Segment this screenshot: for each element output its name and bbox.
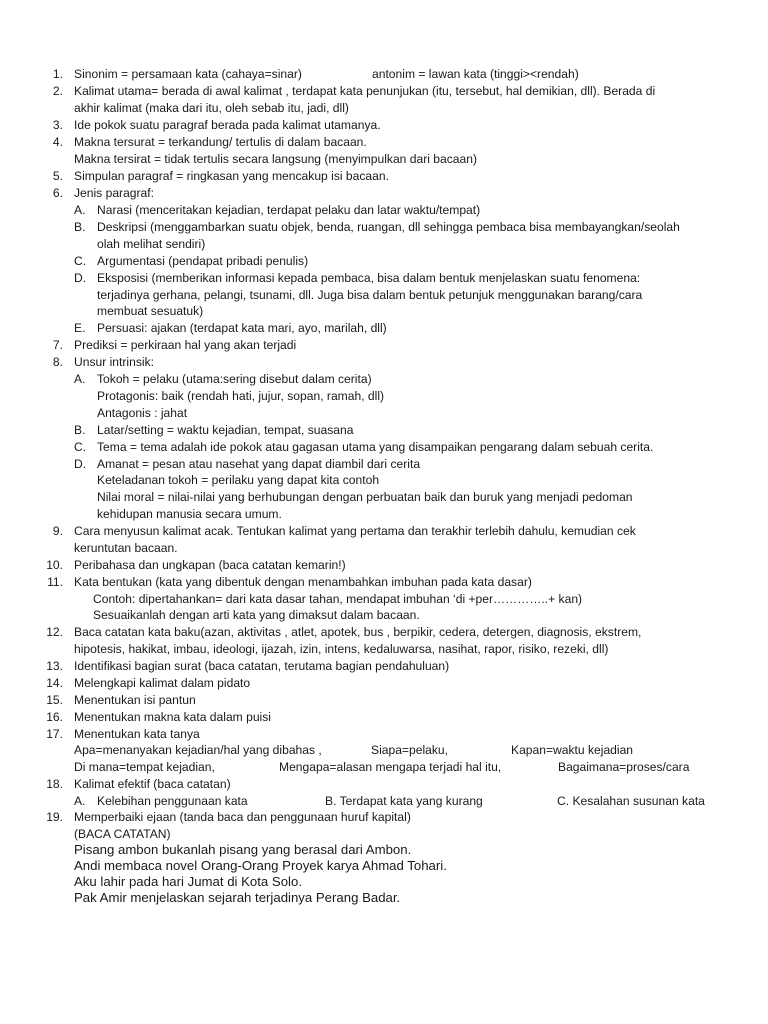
item-6-argumentasi: Argumentasi (pendapat pribadi penulis) (97, 254, 309, 268)
item-number: 16. (46, 710, 63, 724)
item-8-latar: Latar/setting = waktu kejadian, tempat, suasana (97, 423, 354, 437)
item-number: 5. (52, 169, 63, 183)
item-15-text: Menentukan isi pantun (74, 693, 196, 707)
item-number: 1. (52, 67, 63, 81)
item-12-line-2: hipotesis, hakikat, imbau, ideologi, ijazah, izin, intens, kedaluwarsa, nasihat, rapor, risiko, rezeki, dll) (74, 642, 609, 656)
item-8-amanat-4: kehidupan manusia secara umum. (97, 507, 282, 521)
item-6-narasi: Narasi (menceritakan kejadian, terdapat pelaku dan latar waktu/tempat) (97, 203, 481, 217)
item-16-text: Menentukan makna kata dalam puisi (74, 710, 271, 724)
item-number: 2. (52, 84, 63, 98)
item-6-deskripsi-1: Deskripsi (menggambarkan suatu objek, benda, ruangan, dll sehingga pembaca bisa membayangkan/seolah (97, 220, 680, 234)
item-12-line-1: Baca catatan kata baku(azan, aktivitas , atlet, apotek, bus , berpikir, cedera, detergen, diagnosis, ekstrem, (74, 625, 642, 639)
example-sentence-1: Pisang ambon bukanlah pisang yang berasal dari Ambon. (74, 842, 412, 857)
item-6-persuasi: Persuasi: ajakan (terdapat kata mari, ayo, marilah, dll) (97, 321, 387, 335)
item-8-amanat-2: Keteladanan tokoh = perilaku yang dapat kita contoh (97, 473, 380, 487)
question-word-kapan: Kapan=waktu kejadian (511, 743, 634, 757)
item-5-text: Simpulan paragraf = ringkasan yang mencakup isi bacaan. (74, 169, 389, 183)
sub-item-letter: B. (74, 220, 86, 234)
item-8-amanat-3: Nilai moral = nilai-nilai yang berhubungan dengan perbuatan baik dan buruk yang menjadi pedoman (97, 490, 633, 504)
sub-item-letter: A. (74, 203, 86, 217)
item-8-text: Unsur intrinsik: (74, 355, 154, 369)
item-6-eksposisi-1: Eksposisi (memberikan informasi kepada pembaca, bisa dalam bentuk menjelaskan suatu fenomena: (97, 271, 641, 285)
item-9-line-1: Cara menyusun kalimat acak. Tentukan kalimat yang pertama dan terakhir terlebih dahulu, kemudian cek (74, 524, 636, 538)
item-number: 13. (46, 659, 63, 673)
item-4-line-2: Makna tersirat = tidak tertulis secara langsung (menyimpulkan dari bacaan) (74, 152, 477, 166)
item-6-eksposisi-3: membuat sesuatuk) (97, 304, 204, 318)
item-1-antonym: antonim = lawan kata (tinggi><rendah) (372, 67, 579, 81)
item-17-text: Menentukan kata tanya (74, 727, 200, 741)
item-10-text: Peribahasa dan ungkapan (baca catatan kemarin!) (74, 558, 346, 572)
item-number: 10. (46, 558, 63, 572)
item-7-text: Prediksi = perkiraan hal yang akan terjadi (74, 338, 297, 352)
question-word-apa: Apa=menanyakan kejadian/hal yang dibahas , (74, 743, 322, 757)
sub-item-letter: A. (74, 794, 86, 808)
item-2-line-1: Kalimat utama= berada di awal kalimat , terdapat kata penunjukan (itu, tersebut, hal demikian, dll). Berada di (74, 84, 656, 98)
item-number: 6. (52, 186, 63, 200)
item-1-synonym: Sinonim = persamaan kata (cahaya=sinar) (74, 67, 302, 81)
question-word-di-mana: Di mana=tempat kejadian, (74, 760, 215, 774)
item-number: 17. (46, 727, 63, 741)
item-8-tokoh-3: Antagonis : jahat (97, 406, 188, 420)
sub-item-letter: A. (74, 372, 86, 386)
item-18-option-c: C. Kesalahan susunan kata (557, 794, 705, 808)
sub-item-letter: D. (74, 457, 87, 471)
item-2-line-2: akhir kalimat (maka dari itu, oleh sebab itu, jadi, dll) (74, 101, 349, 115)
sub-item-letter: C. (74, 440, 87, 454)
item-11-line-2: Contoh: dipertahankan= dari kata dasar tahan, mendapat imbuhan ‘di +per…………..+ kan) (93, 592, 583, 606)
item-18-option-a: Kelebihan penggunaan kata (97, 794, 248, 808)
item-number: 12. (46, 625, 63, 639)
item-number: 11. (47, 575, 63, 589)
item-13-text: Identifikasi bagian surat (baca catatan, terutama bagian pendahuluan) (74, 659, 450, 673)
item-number: 4. (52, 135, 63, 149)
item-14-text: Melengkapi kalimat dalam pidato (74, 676, 251, 690)
item-3-text: Ide pokok suatu paragraf berada pada kalimat utamanya. (74, 118, 381, 132)
example-sentence-4: Pak Amir menjelaskan sejarah terjadinya Perang Badar. (74, 890, 401, 905)
item-19-note: (BACA CATATAN) (74, 827, 171, 841)
sub-item-letter: E. (74, 321, 86, 335)
sub-item-letter: B. (74, 423, 86, 437)
question-word-mengapa: Mengapa=alasan mengapa terjadi hal itu, (279, 760, 502, 774)
sub-item-letter: D. (74, 271, 87, 285)
item-number: 8. (52, 355, 63, 369)
item-number: 3. (52, 118, 63, 132)
item-8-amanat-1: Amanat = pesan atau nasehat yang dapat diambil dari cerita (97, 457, 421, 471)
item-11-line-3: Sesuaikanlah dengan arti kata yang dimaksut dalam bacaan. (93, 608, 420, 622)
item-6-deskripsi-2: olah melihat sendiri) (97, 237, 206, 251)
item-8-tokoh-2: Protagonis: baik (rendah hati, jujur, sopan, ramah, dll) (97, 389, 385, 403)
item-4-line-1: Makna tersurat = terkandung/ tertulis di dalam bacaan. (74, 135, 367, 149)
question-word-siapa: Siapa=pelaku, (371, 743, 448, 757)
item-number: 19. (46, 810, 63, 824)
item-19-text: Memperbaiki ejaan (tanda baca dan penggunaan huruf kapital) (74, 810, 411, 824)
item-9-line-2: keruntutan bacaan. (74, 541, 178, 555)
item-8-tokoh-1: Tokoh = pelaku (utama:sering disebut dalam cerita) (97, 372, 372, 386)
item-11-line-1: Kata bentukan (kata yang dibentuk dengan menambahkan imbuhan pada kata dasar) (74, 575, 532, 589)
item-18-option-b: B. Terdapat kata yang kurang (325, 794, 483, 808)
item-number: 18. (46, 777, 63, 791)
item-number: 15. (46, 693, 63, 707)
question-word-bagaimana: Bagaimana=proses/cara (558, 760, 690, 774)
example-sentence-2: Andi membaca novel Orang-Orang Proyek karya Ahmad Tohari. (74, 858, 447, 873)
item-6-eksposisi-2: terjadinya gerhana, pelangi, tsunami, dll. Juga bisa dalam bentuk petunjuk menggunakan barang/cara (97, 288, 643, 302)
item-8-tema: Tema = tema adalah ide pokok atau gagasan utama yang disampaikan pengarang dalam sebuah cerita. (97, 440, 654, 454)
item-number: 7. (52, 338, 63, 352)
item-number: 14. (46, 676, 63, 690)
sub-item-letter: C. (74, 254, 87, 268)
example-sentence-3: Aku lahir pada hari Jumat di Kota Solo. (74, 874, 302, 889)
item-number: 9. (52, 524, 63, 538)
item-18-text: Kalimat efektif (baca catatan) (74, 777, 231, 791)
item-6-text: Jenis paragraf: (74, 186, 154, 200)
